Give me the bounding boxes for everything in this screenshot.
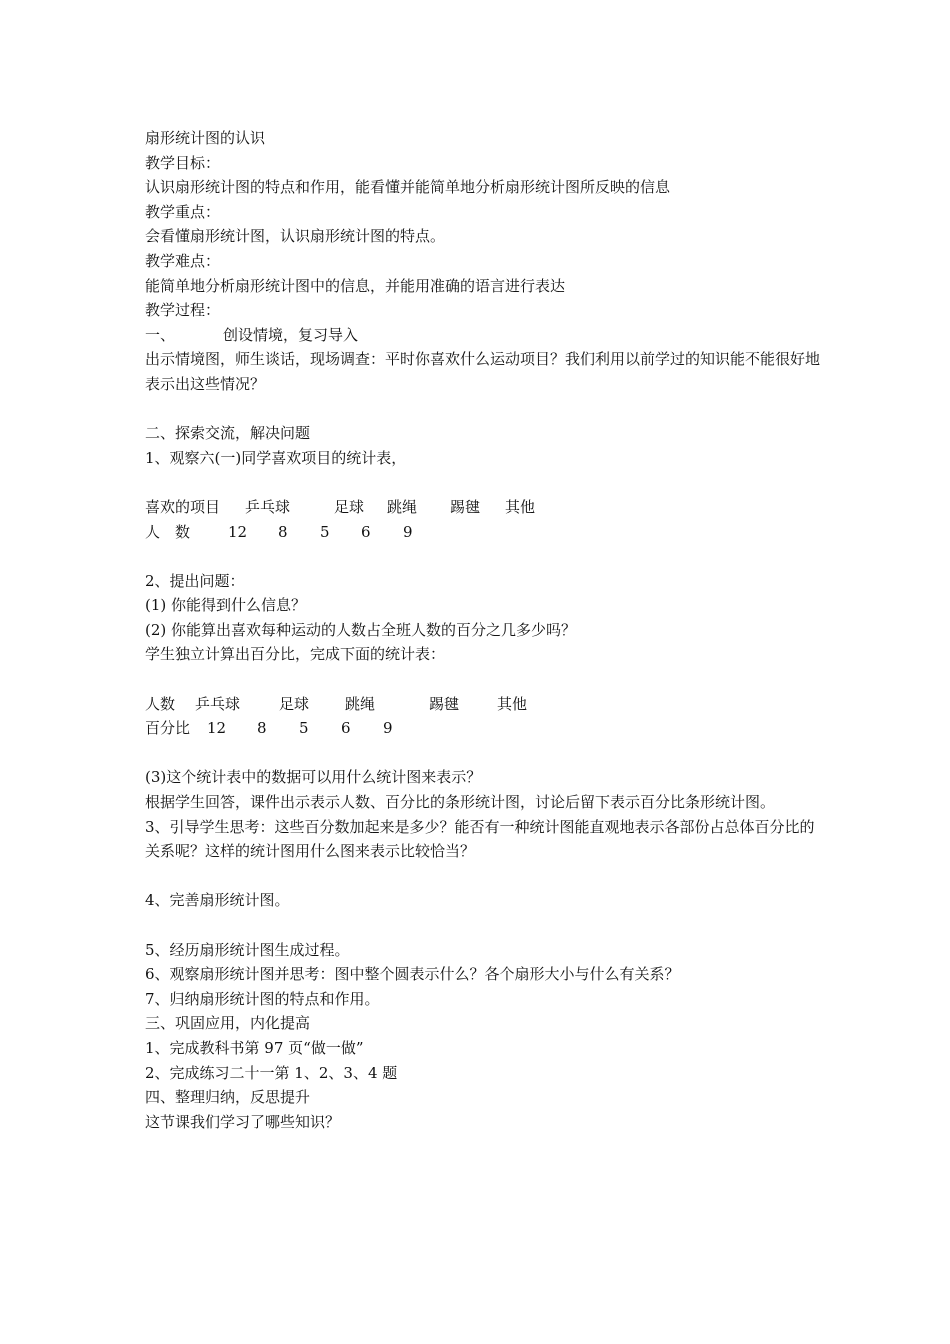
table2-header-cell: 足球 — [279, 694, 310, 713]
table2-header-cell: 踢毽 — [429, 694, 460, 713]
table1-header-cell: 其他 — [505, 497, 536, 516]
table2-header-cell: 乒乓球 — [195, 694, 241, 713]
section4-heading: 四、整理归纳，反思提升 — [145, 1088, 311, 1107]
table2-data-cell: 6 — [341, 719, 351, 738]
table1-header-cell: 跳绳 — [387, 497, 418, 516]
section4-text: 这节课我们学习了哪些知识？ — [145, 1112, 341, 1131]
question-2: (2) 你能算出喜欢每种运动的人数占全班人数的百分之几多少吗？ — [145, 620, 577, 639]
table2-header-cell: 其他 — [497, 694, 528, 713]
question-3: (3)这个统计表中的数据可以用什么统计图来表示？ — [145, 768, 482, 787]
objectives-text: 认识扇形统计图的特点和作用，能看懂并能简单地分析扇形统计图所反映的信息 — [145, 178, 671, 197]
question-1: (1) 你能得到什么信息？ — [145, 596, 307, 615]
table1-header-cell: 乒乓球 — [245, 497, 291, 516]
section2-heading: 二、探索交流，解决问题 — [145, 424, 311, 443]
section3-item2: 2、完成练习二十一第 1、2、3、4 题 — [145, 1063, 398, 1082]
section1-number: 一、 — [145, 325, 176, 344]
table2-data-cell: 5 — [299, 719, 309, 738]
section2-step5: 5、经历扇形统计图生成过程。 — [145, 940, 350, 959]
table2-data-row — [145, 716, 825, 741]
calc-instruction: 学生独立计算出百分比，完成下面的统计表： — [145, 645, 446, 664]
table1-header-row — [145, 495, 825, 520]
section2-step6: 6、观察扇形统计图并思考：图中整个圆表示什么？各个扇形大小与什么有关系？ — [145, 965, 680, 984]
difficulty-text: 能简单地分析扇形统计图中的信息，并能用准确的语言进行表达 — [145, 276, 566, 295]
section2-step2: 2、提出问题： — [145, 571, 245, 590]
table1-header-cell: 踢毽 — [450, 497, 481, 516]
section3-heading: 三、巩固应用，内化提高 — [145, 1014, 311, 1033]
table1-data-cell: 6 — [361, 522, 371, 541]
table2-data-cell: 百分比 — [145, 719, 191, 738]
section3-item1: 1、完成教科书第 97 页“做一做” — [145, 1038, 364, 1057]
question-3-answer: 根据学生回答，课件出示表示人数、百分比的条形统计图，讨论后留下表示百分比条形统计图。 — [145, 793, 776, 812]
section1-text: 出示情境图，师生谈话，现场调查：平时你喜欢什么运动项目？我们利用以前学过的知识能不能很好地表示出这些情况？ — [145, 350, 821, 393]
table1-header-cell: 喜欢的项目 — [145, 497, 221, 516]
section1-heading: 创设情境，复习导入 — [223, 325, 359, 344]
key-points-text: 会看懂扇形统计图，认识扇形统计图的特点。 — [145, 227, 446, 246]
table1-data-row — [145, 520, 825, 545]
section2-step4: 4、完善扇形统计图。 — [145, 891, 290, 910]
difficulty-heading: 教学难点： — [145, 251, 221, 270]
table2-data-cell: 12 — [207, 719, 227, 738]
process-heading: 教学过程： — [145, 301, 221, 320]
table2-data-cell: 9 — [383, 719, 393, 738]
lesson-plan-document — [145, 126, 825, 1134]
table2-header-row — [145, 692, 825, 717]
section2-step1: 1、观察六(一)同学喜欢项目的统计表， — [145, 448, 407, 467]
section1-heading-line — [145, 323, 825, 348]
table1-data-cell: 5 — [320, 522, 330, 541]
section2-step7: 7、归纳扇形统计图的特点和作用。 — [145, 989, 380, 1008]
document-title: 扇形统计图的认识 — [145, 129, 266, 147]
table1-header-cell: 足球 — [334, 497, 365, 516]
section2-step3: 3、引导学生思考：这些百分数加起来是多少？能否有一种统计图能直观地表示各部份占总体百分比的关系呢？这样的统计图用什么图来表示比较恰当？ — [145, 817, 815, 861]
table1-data-cell: 8 — [278, 522, 288, 541]
table2-data-cell: 8 — [257, 719, 267, 738]
table1-data-cell: 9 — [403, 522, 413, 541]
objectives-heading: 教学目标： — [145, 153, 221, 172]
key-points-heading: 教学重点： — [145, 202, 221, 221]
table1-data-cell: 12 — [228, 522, 248, 541]
table2-header-cell: 人数 — [145, 694, 176, 713]
table2-header-cell: 跳绳 — [345, 694, 376, 713]
table1-data-cell: 人 数 — [145, 522, 191, 541]
